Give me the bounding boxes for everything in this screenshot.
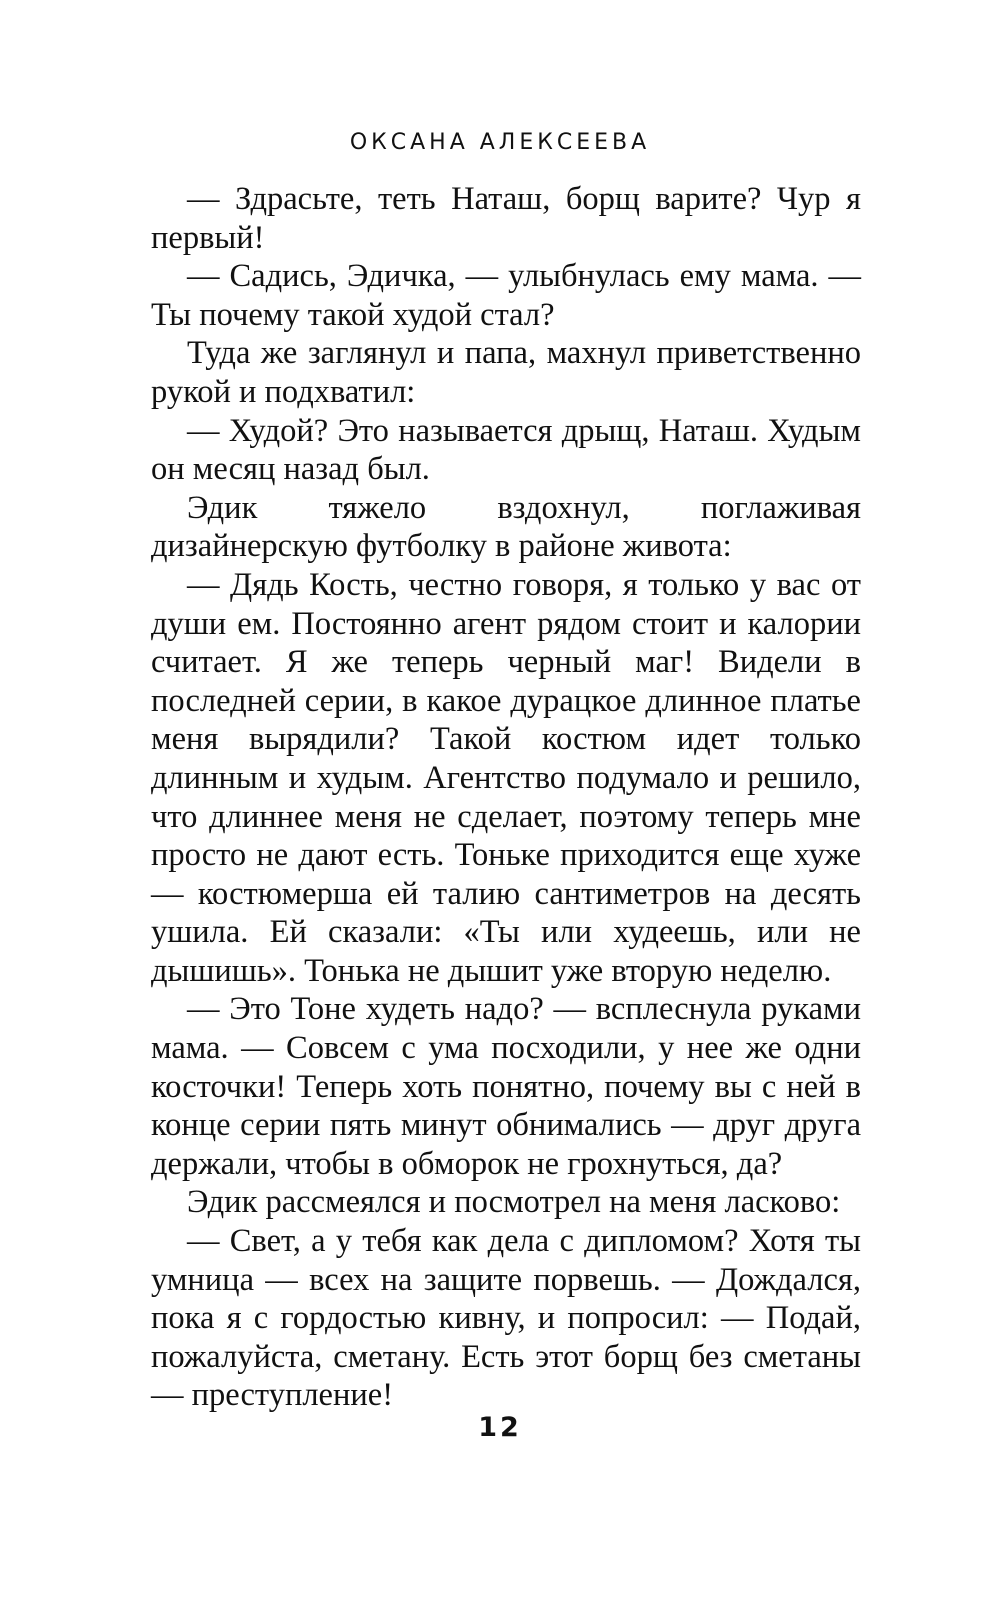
page-number: 12 [478,1412,522,1443]
body-text [151,180,861,1415]
paragraph: — Дядь Кость, честно говоря, я только у вас от души ем. Постоянно агент рядом стоит и калории считает. Я же теперь черный маг! Видели в последней серии, в какое дурацкое длинное платье меня вырядили? Такой костюм идет только длинным и худым. Агентство подумало и решило, что длиннее меня не сделает, поэтому теперь мне просто не дают есть. Тоньке приходится еще хуже — костюмерша ей талию сантиметров на десять ушила. Ей сказали: «Ты или худеешь, или не дышишь». Тонька не дышит уже вторую неделю. [151,566,861,989]
paragraph: — Свет, а у тебя как дела с дипломом? Хотя ты умница — всех на защите порвешь. — Дождался, пока я с гордостью кивну, и попросил: — Подай, пожалуйста, сметану. Есть этот борщ без сметаны — преступление! [151,1223,861,1414]
paragraph: Эдик рассмеялся и посмотрел на меня ласково: [187,1184,841,1221]
paragraph: — Худой? Это называется дрыщ, Наташ. Худым он месяц назад был. [151,412,861,488]
paragraph: Туда же заглянул и папа, махнул приветственно рукой и подхватил: [151,335,861,410]
paragraph: — Садись, Эдичка, — улыбнулась ему мама. — Ты почему такой худой стал? [151,258,861,333]
paragraph: — Здрасьте, теть Наташ, борщ варите? Чур я первый! [151,181,861,256]
paragraph: — Это Тоне худеть надо? — всплеснула руками мама. — Совсем с ума посходили, у нее же одни косточки! Теперь хоть понятно, почему вы с ней в конце серии пять минут обнимались — друг друга держали, чтобы в обморок не грохнуться, да? [151,991,861,1182]
running-header-author: ОКСАНА АЛЕКСЕЕВА [349,130,651,155]
paragraph: Эдик тяжело вздохнул, поглаживая дизайнерскую футболку в районе живота: [151,489,861,565]
